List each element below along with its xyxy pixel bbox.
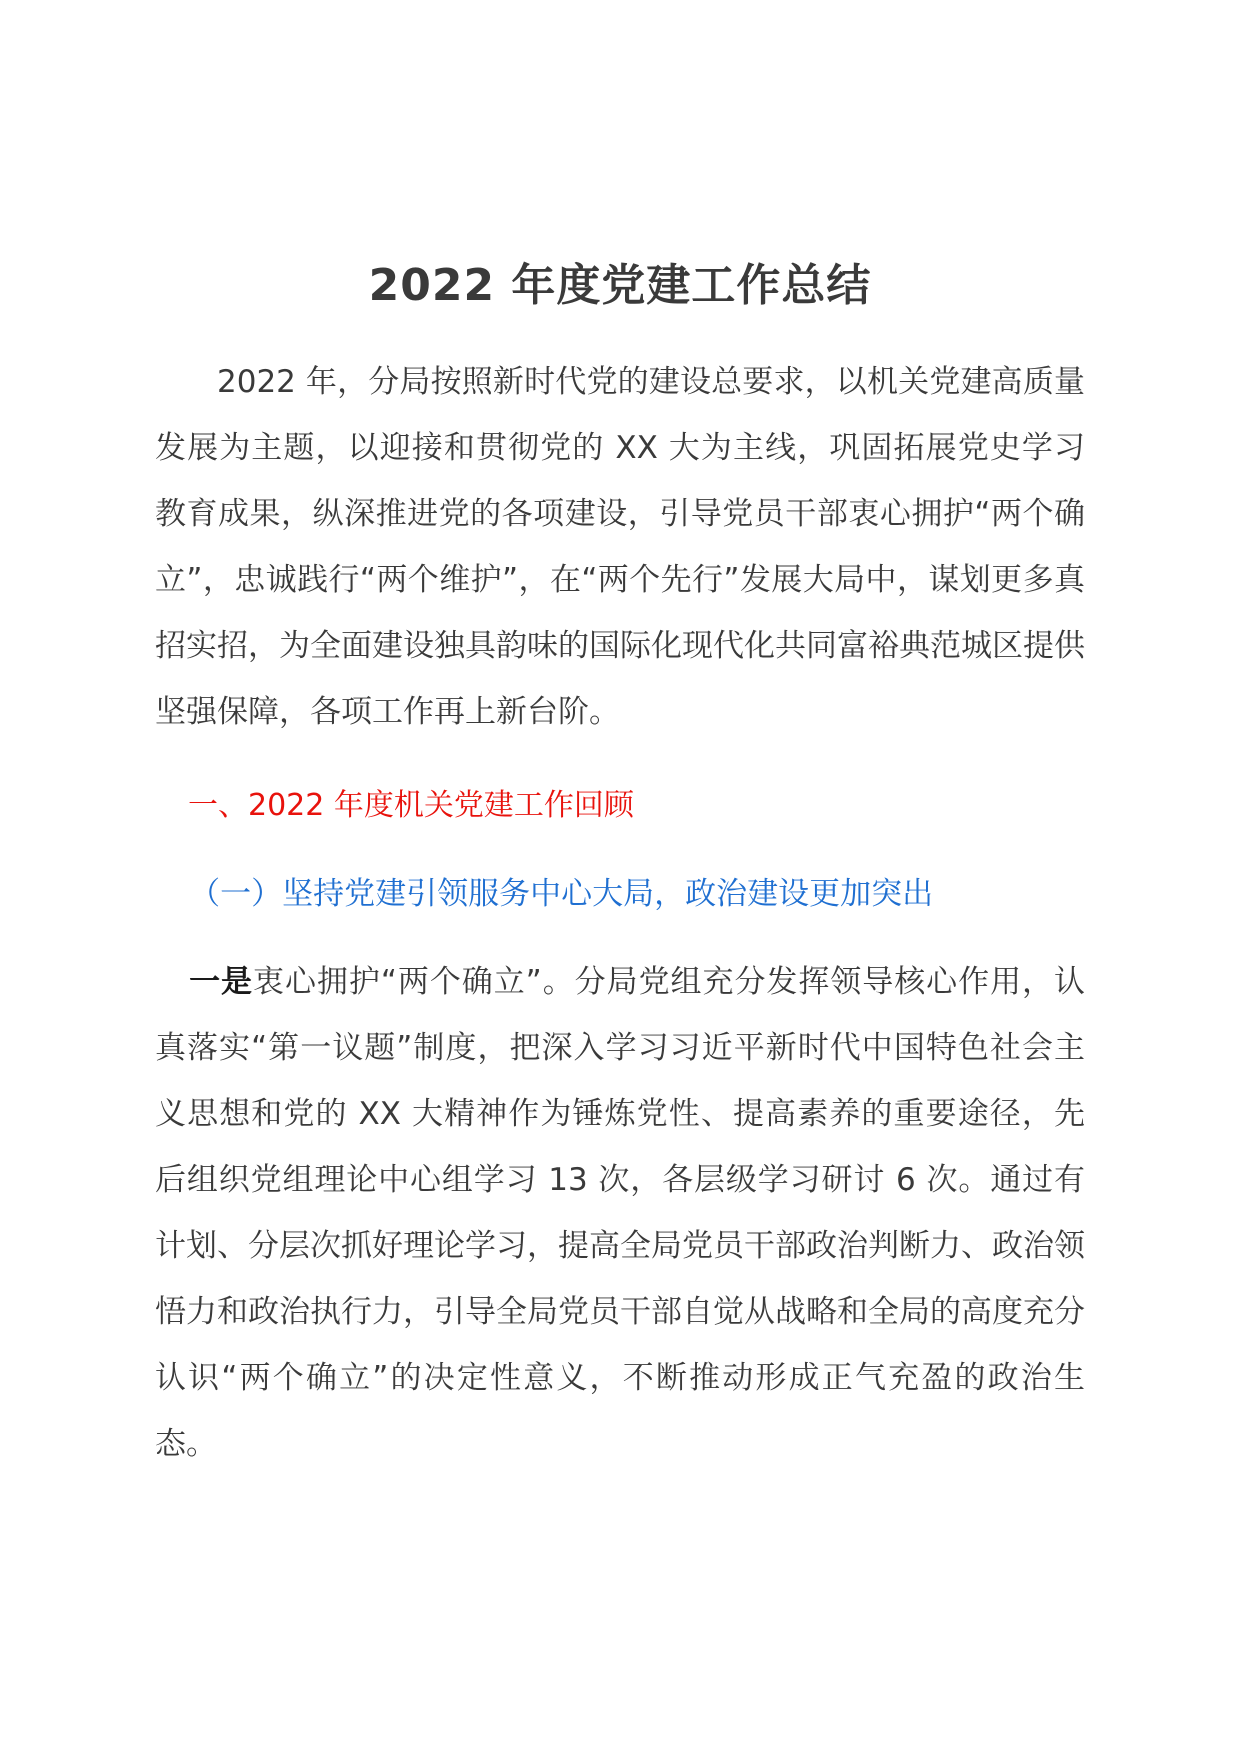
subsection-heading: （一）坚持党建引领服务中心大局，政治建设更加突出 [189,876,934,912]
item-one-body: 衷心拥护“两个确立”。分局党组充分发挥领导核心作用，认真落实“第一议题”制度，把深入学习习近平新时代中国特色社会主义思想和党的 XX 大精神作为锤炼党性、提高素养的重要途径，先后组织党组理论中心组学习 13 次，各层级学习研讨 6 次。通过有计划、分层次抓好理论学习，提高全局党员干部政治判断力、政治领悟力和政治执行力，引导全局党员干部自觉从战略和全局的高度充分认识“两个确立”的决定性意义，不断推动形成正气充盈的政治生态。 [155,964,1086,1462]
intro-paragraph: 2022 年，分局按照新时代党的建设总要求，以机关党建高质量发展为主题，以迎接和贯彻党的 XX 大为主线，巩固拓展党史学习教育成果，纵深推进党的各项建设，引导党员干部衷心拥护“两个确立”，忠诚践行“两个维护”，在“两个先行”发展大局中，谋划更多真招实招，为全面建设独具韵味的国际化现代化共同富裕典范城区提供坚强保障，各项工作再上新台阶。 [155,364,1085,730]
item-one-paragraph [155,949,1085,1477]
document-body [155,255,1085,1477]
item-one-lead: 一是 [189,964,254,1000]
document-title: 2022 年度党建工作总结 [368,260,872,311]
section-heading: 一、2022 年度机关党建工作回顾 [188,788,634,823]
